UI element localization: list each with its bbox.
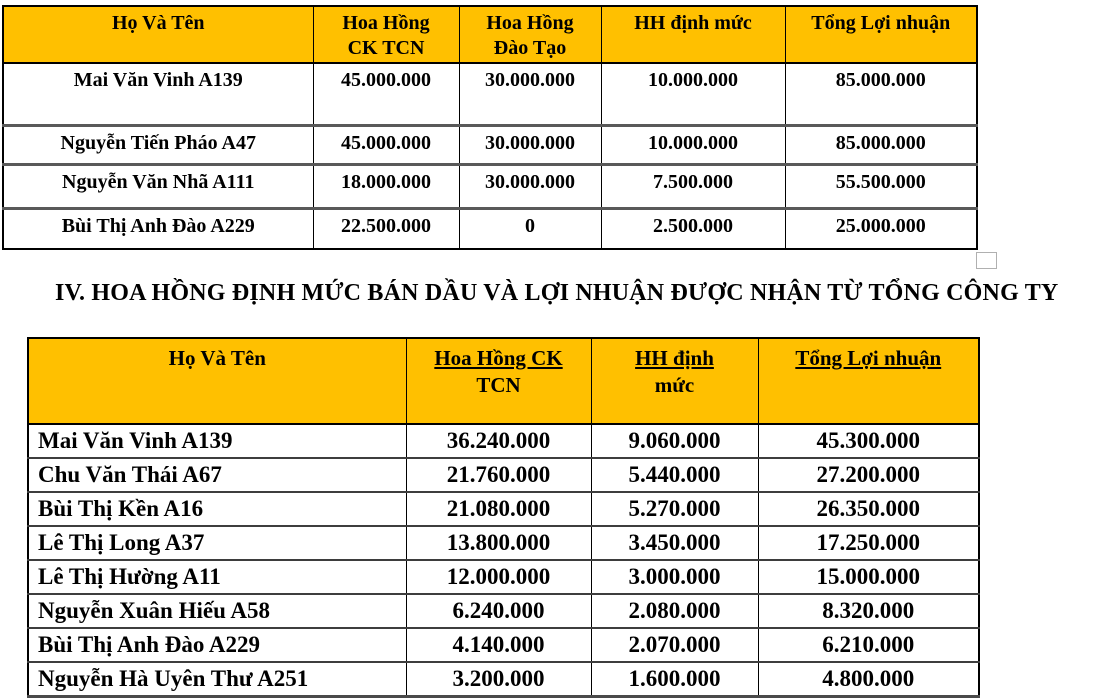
cell-name: Bùi Thị Kền A16 <box>28 492 406 526</box>
table-row <box>3 208 977 249</box>
header-label: TCN <box>476 373 521 397</box>
header-cell-ck-tcn <box>406 338 591 424</box>
header-label: Họ Và Tên <box>168 346 266 370</box>
cell-name: Mai Văn Vinh A139 <box>28 424 406 458</box>
cell-loi-nhuan: 26.350.000 <box>758 492 979 526</box>
cell-loi-nhuan: 55.500.000 <box>785 164 977 208</box>
cell-ck-tcn: 18.000.000 <box>313 164 459 208</box>
cell-name: Chu Văn Thái A67 <box>28 458 406 492</box>
cell-loi-nhuan: 85.000.000 <box>785 63 977 125</box>
header-label: HH định mức <box>634 12 752 34</box>
cell-dinh-muc: 2.070.000 <box>591 628 758 662</box>
cell-loi-nhuan: 85.000.000 <box>785 125 977 164</box>
table-header-row <box>28 338 979 424</box>
cell-ck-tcn: 36.240.000 <box>406 424 591 458</box>
header-label: CK TCN <box>347 37 425 59</box>
table-row <box>3 125 977 164</box>
header-label: Tổng Lợi nhuận <box>811 12 951 34</box>
cell-ck-tcn: 21.080.000 <box>406 492 591 526</box>
table-row <box>3 164 977 208</box>
table-row <box>28 628 979 662</box>
cell-name: Mai Văn Vinh A139 <box>3 63 313 125</box>
commission-table-top <box>2 5 978 250</box>
header-label: Họ Và Tên <box>111 12 205 34</box>
header-cell-name <box>28 338 406 424</box>
cell-loi-nhuan: 8.320.000 <box>758 594 979 628</box>
cell-dinh-muc: 10.000.000 <box>601 63 785 125</box>
cell-dinh-muc: 5.270.000 <box>591 492 758 526</box>
cell-loi-nhuan: 17.250.000 <box>758 526 979 560</box>
header-cell-dinh-muc <box>591 338 758 424</box>
table-row <box>28 526 979 560</box>
cell-dinh-muc: 2.080.000 <box>591 594 758 628</box>
header-cell-loi-nhuan <box>785 6 977 63</box>
cell-dao-tao: 30.000.000 <box>459 164 601 208</box>
cell-loi-nhuan: 25.000.000 <box>785 208 977 249</box>
cell-name: Lê Thị Hường A11 <box>28 560 406 594</box>
cell-loi-nhuan: 6.210.000 <box>758 628 979 662</box>
cell-loi-nhuan: 4.800.000 <box>758 662 979 696</box>
table-row <box>28 424 979 458</box>
cell-dao-tao: 30.000.000 <box>459 125 601 164</box>
cell-ck-tcn: 22.500.000 <box>313 208 459 249</box>
cell-ck-tcn: 12.000.000 <box>406 560 591 594</box>
cell-name: Nguyễn Hà Uyên Thư A251 <box>28 662 406 696</box>
cell-name: Nguyễn Văn Nhã A111 <box>3 164 313 208</box>
table-header-row <box>3 6 977 63</box>
cell-loi-nhuan: 15.000.000 <box>758 560 979 594</box>
cell-dinh-muc: 1.600.000 <box>591 662 758 696</box>
header-cell-ck-tcn <box>313 6 459 63</box>
cell-ck-tcn: 45.000.000 <box>313 125 459 164</box>
cell-dinh-muc: 3.450.000 <box>591 526 758 560</box>
cell-dinh-muc: 2.500.000 <box>601 208 785 249</box>
commission-table-section4 <box>27 337 980 698</box>
header-label: Hoa Hồng <box>342 12 430 34</box>
header-cell-dinh-muc <box>601 6 785 63</box>
cell-ck-tcn: 4.140.000 <box>406 628 591 662</box>
table-row <box>28 594 979 628</box>
header-cell-loi-nhuan <box>758 338 979 424</box>
cell-dinh-muc: 7.500.000 <box>601 164 785 208</box>
header-label: Đào Tạo <box>493 37 567 59</box>
cell-name: Lê Thị Long A37 <box>28 526 406 560</box>
header-label: Hoa Hồng CK <box>434 346 563 370</box>
cell-name: Nguyễn Tiến Pháo A47 <box>3 125 313 164</box>
cell-ck-tcn: 13.800.000 <box>406 526 591 560</box>
cell-dao-tao: 0 <box>459 208 601 249</box>
table-row <box>3 63 977 125</box>
cell-name: Bùi Thị Anh Đào A229 <box>28 628 406 662</box>
cell-loi-nhuan: 45.300.000 <box>758 424 979 458</box>
table-row <box>28 662 979 696</box>
cell-dinh-muc: 9.060.000 <box>591 424 758 458</box>
header-label: Tổng Lợi nhuận <box>795 346 942 370</box>
cell-ck-tcn: 3.200.000 <box>406 662 591 696</box>
table-row <box>28 560 979 594</box>
header-label: Hoa Hồng <box>486 12 574 34</box>
cell-ck-tcn: 21.760.000 <box>406 458 591 492</box>
cell-dao-tao: 30.000.000 <box>459 63 601 125</box>
header-label: HH định <box>635 346 714 370</box>
header-cell-dao-tao <box>459 6 601 63</box>
placeholder-checkbox <box>976 252 997 269</box>
cell-ck-tcn: 6.240.000 <box>406 594 591 628</box>
cell-ck-tcn: 45.000.000 <box>313 63 459 125</box>
header-label: mức <box>654 373 695 397</box>
cell-dinh-muc: 5.440.000 <box>591 458 758 492</box>
section-title: IV. HOA HỒNG ĐỊNH MỨC BÁN DẦU VÀ LỢI NHUẬN ĐƯỢC NHẬN TỪ TỔNG CÔNG TY <box>55 280 1059 306</box>
cell-loi-nhuan: 27.200.000 <box>758 458 979 492</box>
table-row <box>28 458 979 492</box>
header-cell-name <box>3 6 313 63</box>
cell-dinh-muc: 10.000.000 <box>601 125 785 164</box>
cell-name: Bùi Thị Anh Đào A229 <box>3 208 313 249</box>
table-row <box>28 492 979 526</box>
cell-name: Nguyễn Xuân Hiếu A58 <box>28 594 406 628</box>
cell-dinh-muc: 3.000.000 <box>591 560 758 594</box>
